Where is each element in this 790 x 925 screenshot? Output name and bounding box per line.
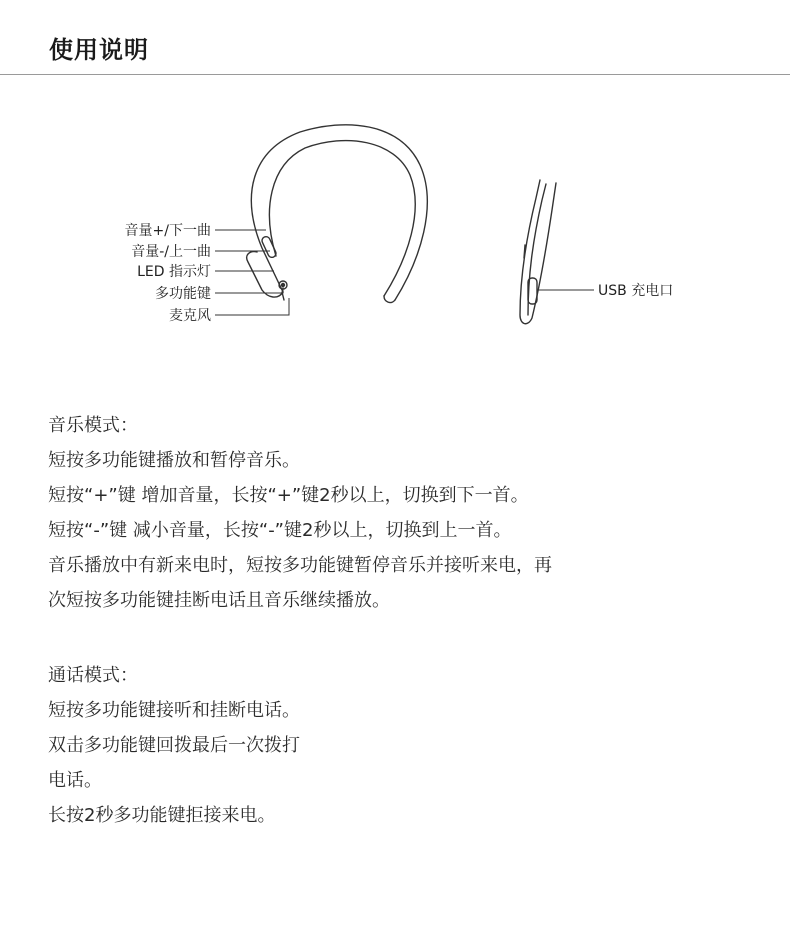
label-multi-function: 多功能键 <box>155 286 211 302</box>
music-mode-section <box>48 408 552 618</box>
leader-lines <box>215 230 289 315</box>
neckband-illustration <box>247 125 428 303</box>
music-instruction: 次短按多功能键挂断电话且音乐继续播放。 <box>48 590 390 611</box>
call-instruction: 双击多功能键回拨最后一次拨打 <box>48 735 300 756</box>
title-divider <box>0 74 790 75</box>
label-vol-up: 音量+/下一曲 <box>124 223 211 239</box>
call-instruction: 电话。 <box>48 770 102 791</box>
side-view-illustration <box>520 180 556 324</box>
call-mode-section <box>48 658 300 833</box>
music-instruction: 短按“-”键 减小音量，长按“-”键2秒以上，切换到上一首。 <box>48 520 512 541</box>
music-instruction: 音乐播放中有新来电时，短按多功能键暂停音乐并接听来电，再 <box>48 555 552 576</box>
call-instruction: 短按多功能键接听和挂断电话。 <box>48 700 300 721</box>
headphone-diagram <box>0 100 790 360</box>
label-usb-port: USB 充电口 <box>598 283 674 299</box>
call-mode-heading: 通话模式： <box>48 665 138 686</box>
music-instruction: 短按多功能键播放和暂停音乐。 <box>48 450 300 471</box>
label-led: LED 指示灯 <box>137 264 211 280</box>
page-title: 使用说明 <box>49 36 149 64</box>
label-vol-down: 音量-/上一曲 <box>131 244 211 260</box>
label-microphone: 麦克风 <box>169 308 211 324</box>
music-instruction: 短按“+”键 增加音量，长按“+”键2秒以上，切换到下一首。 <box>48 485 529 506</box>
music-mode-heading: 音乐模式： <box>48 415 138 436</box>
call-instruction: 长按2秒多功能键拒接来电。 <box>48 805 276 826</box>
